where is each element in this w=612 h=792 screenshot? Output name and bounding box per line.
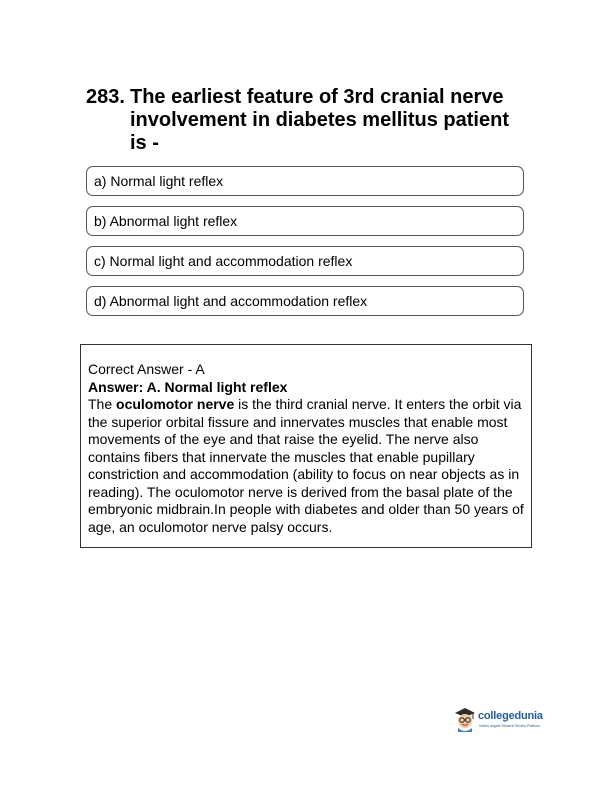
explanation-term: oculomotor nerve <box>116 396 235 412</box>
question-text: The earliest feature of 3rd cranial nerve involvement in diabetes mellitus patient is - <box>130 86 509 154</box>
logo-tagline: India's largest Student Review Platform <box>479 724 540 728</box>
question-number: 283. <box>86 86 125 108</box>
option-b[interactable]: b) Abnormal light reflex <box>86 206 524 236</box>
logo-name: collegedunia <box>478 710 543 722</box>
answer-explanation-box <box>80 344 532 548</box>
correct-answer-line: Correct Answer - A <box>88 361 205 377</box>
graduate-mascot-icon <box>452 706 478 732</box>
option-a[interactable]: a) Normal light reflex <box>86 166 524 196</box>
question-heading <box>86 86 526 155</box>
explanation-part-2: is the third cranial nerve. It enters the orbit via the superior orbital fissure and innervates muscles that enable most movements of the eye and that raise the eyelid. The nerve also contains fibers that innervate the muscles that enable pupillary constriction and accommodation (ability to focus on near objects as in reading). The oculomotor nerve is derived from the basal plate of the embryonic midbrain.In people with diabetes and older than 50 years of age, an oculomotor nerve palsy occurs. <box>88 396 524 535</box>
answer-heading: Answer: A. Normal light reflex <box>88 378 288 395</box>
explanation-part-1: The <box>88 396 117 412</box>
explanation-text <box>88 396 525 536</box>
collegedunia-logo <box>452 704 562 736</box>
option-d[interactable]: d) Abnormal light and accommodation reflex <box>86 286 524 316</box>
option-c[interactable]: c) Normal light and accommodation reflex <box>86 246 524 276</box>
